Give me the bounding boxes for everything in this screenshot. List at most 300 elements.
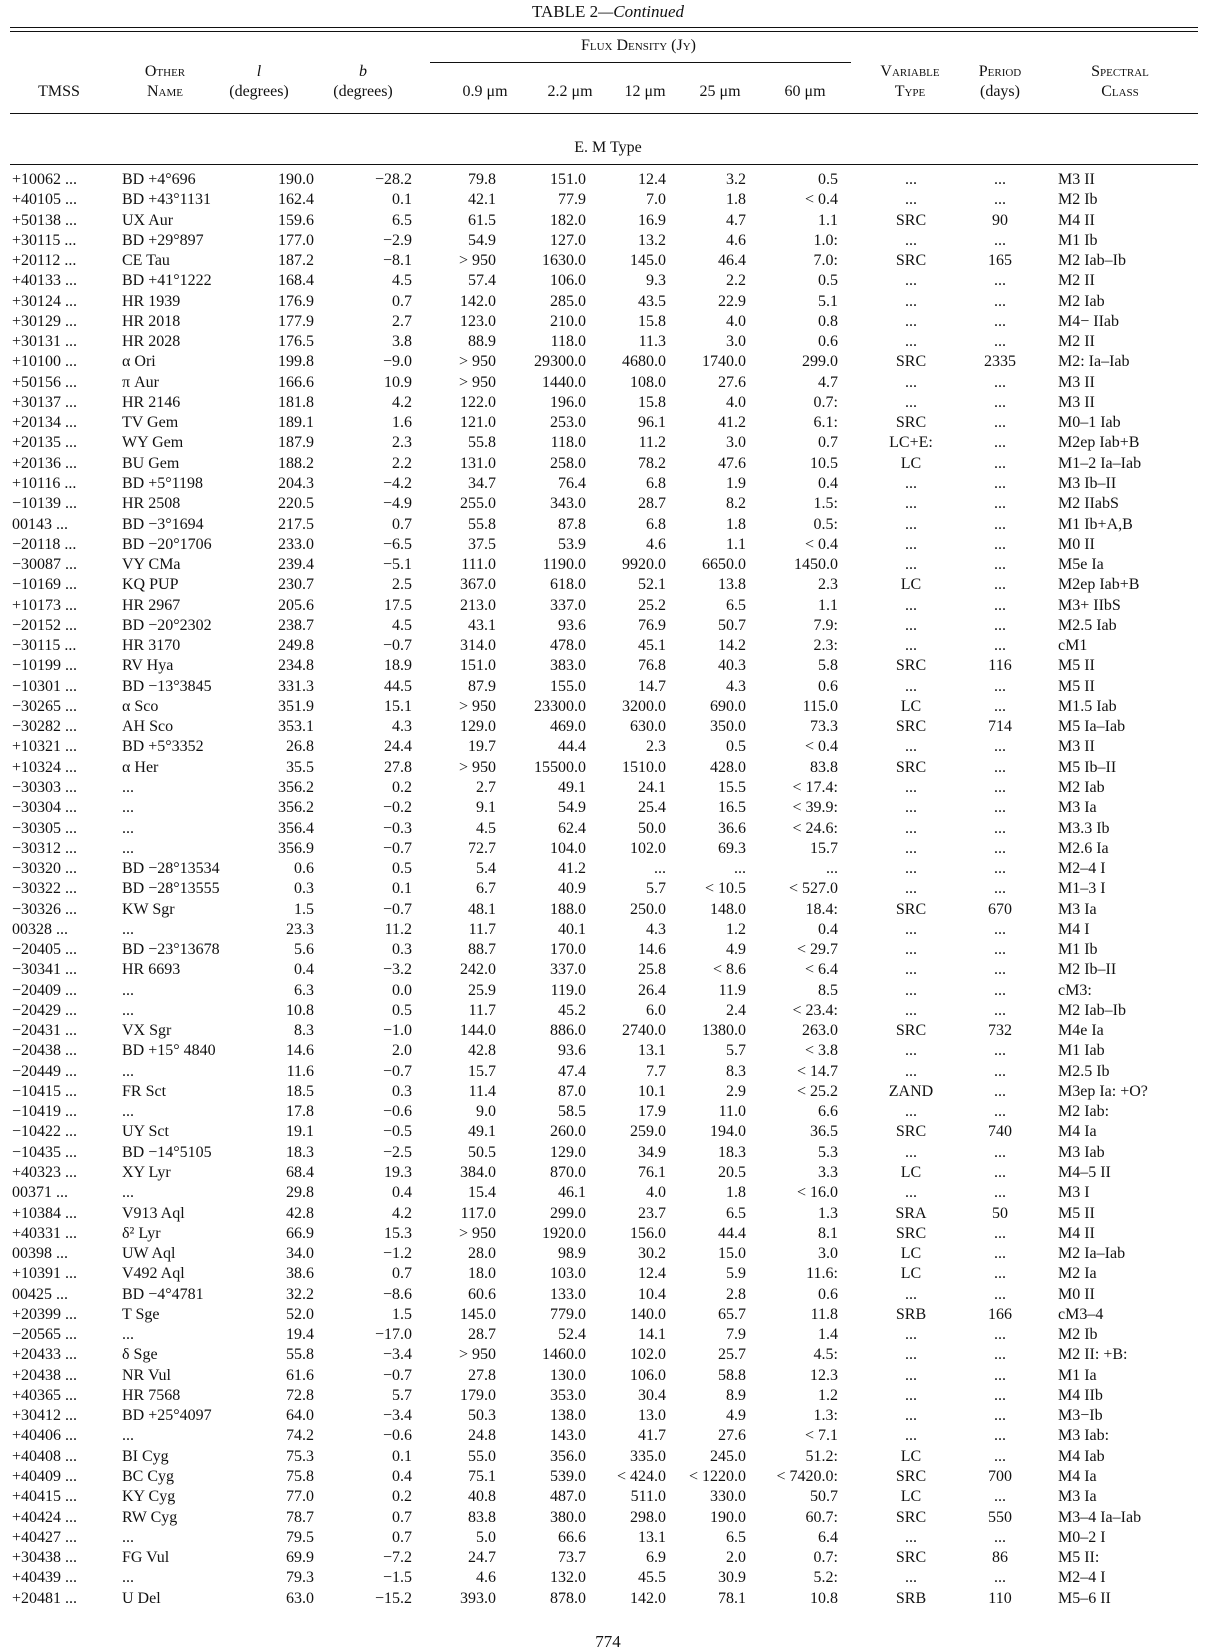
- spectral-class-cell: M5 II: [1058, 1204, 1095, 1222]
- l-cell: 356.4: [278, 819, 314, 837]
- flux-25-cell: 5.9: [726, 1265, 746, 1283]
- flux-12-cell: 17.9: [638, 1103, 666, 1121]
- flux-0-9-cell: 40.8: [468, 1488, 496, 1506]
- header-spectral-1: Spectral: [1091, 63, 1149, 80]
- tmss-cell: +20433 ...: [12, 1346, 78, 1364]
- l-cell: 10.8: [286, 1001, 314, 1019]
- spectral-class-cell: M4e Ia: [1058, 1022, 1104, 1040]
- table-row: [0, 981, 1216, 1001]
- l-cell: 66.9: [286, 1224, 314, 1242]
- spectral-class-cell: M4 II: [1058, 211, 1095, 229]
- flux-2-2-cell: 29300.0: [534, 353, 586, 371]
- flux-0-9-cell: 242.0: [460, 961, 496, 979]
- flux-12-cell: 156.0: [630, 1224, 666, 1242]
- b-cell: 0.2: [392, 778, 412, 796]
- other-name-cell: U Del: [122, 1589, 161, 1607]
- variable-type-cell: SRC: [895, 211, 927, 229]
- flux-60-cell: < 14.7: [796, 1062, 838, 1080]
- flux-2-2-cell: 44.4: [558, 738, 586, 756]
- flux-12-cell: 76.9: [638, 616, 666, 634]
- flux-25-cell: 2.2: [726, 272, 746, 290]
- other-name-cell: α Ori: [122, 353, 156, 371]
- flux-25-cell: 16.5: [718, 799, 746, 817]
- period-cell: ...: [994, 677, 1006, 695]
- flux-12-cell: 25.2: [638, 596, 666, 614]
- flux-0-9-cell: 48.1: [468, 900, 496, 918]
- spectral-class-cell: M3 Iab: [1058, 1143, 1105, 1161]
- l-cell: 52.0: [286, 1305, 314, 1323]
- flux-2-2-cell: 143.0: [550, 1427, 586, 1445]
- flux-12-cell: 5.7: [646, 880, 666, 898]
- spectral-class-cell: M3−Ib: [1058, 1407, 1103, 1425]
- flux-2-2-cell: 104.0: [550, 839, 586, 857]
- l-cell: 72.8: [286, 1386, 314, 1404]
- variable-type-cell: LC: [900, 697, 922, 715]
- flux-25-cell: 11.0: [718, 1103, 746, 1121]
- flux-25-cell: 0.5: [726, 738, 746, 756]
- period-cell: 700: [988, 1468, 1012, 1485]
- b-cell: 17.5: [384, 596, 412, 614]
- b-cell: −0.7: [382, 1366, 412, 1384]
- flux-12-cell: 25.4: [638, 799, 666, 817]
- period-cell: ...: [994, 515, 1006, 533]
- period-cell: ...: [994, 1285, 1006, 1303]
- flux-60-cell: 0.6: [818, 1285, 838, 1303]
- flux-2-2-cell: 487.0: [550, 1488, 586, 1506]
- header-flux-60: 60 μm: [784, 83, 826, 100]
- table-row: [0, 717, 1216, 737]
- flux-60-cell: 73.3: [810, 718, 838, 736]
- period-cell: 50: [992, 1204, 1008, 1222]
- period-cell: ...: [994, 880, 1006, 898]
- flux-25-cell: 5.7: [726, 1042, 746, 1060]
- b-cell: 4.3: [392, 718, 412, 736]
- l-cell: 353.1: [278, 718, 314, 736]
- flux-25-cell: 8.3: [726, 1062, 746, 1080]
- variable-type-cell: ZAND: [888, 1082, 934, 1100]
- b-cell: 27.8: [384, 758, 412, 776]
- flux-60-cell: 0.7: [818, 434, 838, 452]
- flux-2-2-cell: 151.0: [550, 171, 586, 188]
- other-name-cell: HR 2018: [122, 312, 181, 330]
- other-name-cell: BD +15° 4840: [122, 1042, 216, 1060]
- tmss-cell: +40408 ...: [12, 1447, 78, 1465]
- spectral-class-cell: M2 Ia: [1058, 1265, 1097, 1283]
- flux-0-9-cell: 11.7: [468, 920, 496, 938]
- variable-type-cell: SRC: [895, 252, 927, 270]
- l-cell: 18.3: [286, 1143, 314, 1161]
- l-cell: 69.9: [286, 1549, 314, 1567]
- b-cell: 15.3: [384, 1224, 412, 1242]
- flux-2-2-cell: 23300.0: [534, 697, 586, 715]
- b-cell: 5.7: [392, 1386, 412, 1404]
- period-cell: ...: [994, 738, 1006, 756]
- tmss-cell: +40331 ...: [12, 1224, 78, 1242]
- flux-25-cell: 4.9: [726, 941, 746, 959]
- period-cell: ...: [994, 920, 1006, 938]
- l-cell: 162.4: [278, 191, 314, 209]
- flux-0-9-cell: 34.7: [468, 474, 496, 492]
- l-cell: 0.4: [294, 961, 314, 979]
- flux-12-cell: 13.2: [638, 231, 666, 249]
- flux-0-9-cell: 15.4: [468, 1184, 496, 1202]
- flux-12-cell: 6.0: [646, 1001, 666, 1019]
- tmss-cell: −20405 ...: [12, 941, 78, 959]
- variable-type-cell: ...: [905, 1407, 917, 1425]
- flux-0-9-cell: 9.0: [476, 1103, 496, 1121]
- spectral-class-cell: M3 Ib–II: [1058, 474, 1117, 492]
- period-cell: ...: [994, 1488, 1006, 1506]
- l-cell: 8.3: [294, 1022, 314, 1040]
- spectral-class-cell: M3 II: [1058, 393, 1095, 411]
- tmss-cell: −30320 ...: [12, 860, 78, 878]
- flux-2-2-cell: 41.2: [558, 860, 586, 878]
- table-row: [0, 1285, 1216, 1305]
- flux-0-9-cell: 131.0: [460, 454, 496, 472]
- flux-2-2-cell: 93.6: [558, 1042, 586, 1060]
- other-name-cell: ...: [122, 1184, 134, 1202]
- spectral-class-cell: M2.5 Ib: [1058, 1062, 1110, 1080]
- flux-60-cell: 0.4: [818, 920, 838, 938]
- header-b-1: b: [359, 63, 367, 80]
- l-cell: 356.9: [278, 839, 314, 857]
- variable-type-cell: SRB: [895, 1305, 927, 1323]
- flux-60-cell: 0.6: [818, 677, 838, 695]
- flux-0-9-cell: 55.8: [468, 515, 496, 533]
- spectral-class-cell: M3.3 Ib: [1058, 819, 1110, 837]
- other-name-cell: VY CMa: [122, 556, 181, 574]
- spectral-class-cell: M4 II: [1058, 1224, 1095, 1242]
- l-cell: 61.6: [286, 1366, 314, 1384]
- variable-type-cell: LC: [900, 1488, 922, 1506]
- b-cell: 0.4: [392, 1468, 412, 1485]
- flux-0-9-cell: 2.7: [476, 778, 496, 796]
- flux-0-9-cell: 111.0: [461, 556, 496, 574]
- tmss-cell: −30087 ...: [12, 556, 78, 574]
- period-cell: ...: [994, 1366, 1006, 1384]
- table-title-main: TABLE 2: [531, 2, 599, 21]
- b-cell: −7.2: [382, 1549, 412, 1567]
- spectral-class-cell: M2 Iab–Ib: [1058, 1001, 1126, 1019]
- flux-25-cell: ...: [734, 860, 746, 878]
- flux-12-cell: 50.0: [638, 819, 666, 837]
- period-cell: ...: [994, 860, 1006, 878]
- flux-60-cell: 299.0: [802, 353, 838, 371]
- other-name-cell: HR 3170: [122, 637, 181, 655]
- flux-12-cell: 9.3: [646, 272, 666, 290]
- table-row: [0, 920, 1216, 940]
- spectral-class-cell: M4–5 II: [1058, 1164, 1111, 1182]
- flux-0-9-cell: 24.7: [468, 1549, 496, 1567]
- other-name-cell: α Sco: [122, 697, 159, 715]
- tmss-cell: −20449 ...: [12, 1062, 78, 1080]
- flux-2-2-cell: 87.0: [558, 1082, 586, 1100]
- tmss-cell: +50156 ...: [12, 373, 78, 391]
- period-cell: 165: [988, 252, 1012, 270]
- flux-0-9-cell: > 950: [458, 758, 496, 776]
- l-cell: 190.0: [278, 171, 314, 188]
- b-cell: 0.1: [392, 1447, 412, 1465]
- table-row: [0, 393, 1216, 413]
- b-cell: 2.3: [392, 434, 412, 452]
- flux-12-cell: 26.4: [638, 981, 666, 999]
- tmss-cell: +10173 ...: [12, 596, 78, 614]
- flux-25-cell: 27.6: [718, 1427, 746, 1445]
- variable-type-cell: SRA: [895, 1204, 927, 1222]
- table-row: [0, 1406, 1216, 1426]
- flux-60-cell: 0.8: [818, 312, 838, 330]
- flux-2-2-cell: 878.0: [550, 1589, 586, 1607]
- other-name-cell: HR 7568: [122, 1386, 181, 1404]
- variable-type-cell: ...: [905, 171, 917, 188]
- spectral-class-cell: M3ep Ia: +O?: [1058, 1082, 1148, 1100]
- header-b-2: (degrees): [333, 83, 393, 100]
- period-cell: ...: [994, 961, 1006, 979]
- l-cell: 29.8: [286, 1184, 314, 1202]
- spectral-class-cell: M3 II: [1058, 738, 1095, 756]
- flux-0-9-cell: 42.8: [468, 1042, 496, 1060]
- table-row: [0, 1183, 1216, 1203]
- variable-type-cell: ...: [905, 920, 917, 938]
- l-cell: 55.8: [286, 1346, 314, 1364]
- tmss-cell: −20429 ...: [12, 1001, 78, 1019]
- b-cell: 0.0: [392, 981, 412, 999]
- table-row: [0, 1224, 1216, 1244]
- tmss-cell: −30341 ...: [12, 961, 78, 979]
- flux-12-cell: 11.3: [638, 333, 666, 351]
- spectral-class-cell: M2 IIabS: [1058, 495, 1119, 513]
- tmss-cell: −30303 ...: [12, 778, 78, 796]
- table-body: [0, 170, 1216, 1609]
- variable-type-cell: SRC: [895, 1022, 927, 1040]
- flux-2-2-cell: 138.0: [550, 1407, 586, 1425]
- tmss-cell: +30115 ...: [12, 231, 77, 249]
- period-cell: ...: [994, 1082, 1006, 1100]
- spectral-class-cell: M3 Ia: [1058, 900, 1097, 918]
- flux-25-cell: 14.2: [718, 637, 746, 655]
- flux-25-cell: 4.6: [726, 231, 746, 249]
- variable-type-cell: SRC: [895, 900, 927, 918]
- tmss-cell: −20565 ...: [12, 1326, 78, 1344]
- spectral-class-cell: M5 Ib–II: [1058, 758, 1117, 776]
- flux-12-cell: 6.9: [646, 1549, 666, 1567]
- flux-12-cell: 16.9: [638, 211, 666, 229]
- spectral-class-cell: cM3:: [1058, 981, 1092, 999]
- spectral-class-cell: M0–1 Iab: [1058, 414, 1121, 432]
- flux-60-cell: 4.7: [818, 373, 838, 391]
- flux-60-cell: 1450.0: [794, 556, 838, 574]
- spectral-class-cell: M2 Iab: [1058, 778, 1105, 796]
- flux-density-header: Flux Density (Jy): [581, 37, 696, 54]
- table-title: [0, 2, 1216, 22]
- flux-12-cell: 298.0: [630, 1508, 666, 1526]
- other-name-cell: WY Gem: [122, 434, 184, 452]
- tmss-cell: −20438 ...: [12, 1042, 78, 1060]
- flux-0-9-cell: 11.4: [468, 1082, 496, 1100]
- other-name-cell: UY Sct: [122, 1123, 169, 1141]
- b-cell: 0.7: [392, 292, 412, 310]
- l-cell: 356.2: [278, 778, 314, 796]
- period-cell: ...: [994, 1001, 1006, 1019]
- variable-type-cell: ...: [905, 333, 917, 351]
- flux-25-cell: 6.5: [726, 1528, 746, 1546]
- flux-12-cell: 4680.0: [622, 353, 666, 371]
- tmss-cell: −30265 ...: [12, 697, 78, 715]
- tmss-cell: +30438 ...: [12, 1549, 78, 1567]
- flux-25-cell: 11.9: [718, 981, 746, 999]
- flux-60-cell: 0.5:: [813, 515, 838, 533]
- l-cell: 78.7: [286, 1508, 314, 1526]
- spectral-class-cell: M2 Ib–II: [1058, 961, 1117, 979]
- flux-2-2-cell: 118.0: [550, 333, 586, 351]
- other-name-cell: BU Gem: [122, 454, 180, 472]
- flux-25-cell: 2.9: [726, 1082, 746, 1100]
- variable-type-cell: ...: [905, 556, 917, 574]
- flux-60-cell: < 0.4: [804, 535, 838, 553]
- flux-2-2-cell: 337.0: [550, 961, 586, 979]
- flux-12-cell: 76.1: [638, 1164, 666, 1182]
- variable-type-cell: ...: [905, 515, 917, 533]
- flux-60-cell: 36.5: [810, 1123, 838, 1141]
- period-cell: ...: [994, 393, 1006, 411]
- table-row: [0, 1325, 1216, 1345]
- other-name-cell: VX Sgr: [122, 1022, 172, 1040]
- other-name-cell: RV Hya: [122, 657, 174, 675]
- flux-25-cell: 1.2: [726, 920, 746, 938]
- l-cell: 19.1: [286, 1123, 314, 1141]
- flux-60-cell: 5.8: [818, 657, 838, 675]
- page-number: 774: [595, 1632, 621, 1651]
- flux-2-2-cell: 40.1: [558, 920, 586, 938]
- period-cell: 110: [988, 1589, 1012, 1607]
- table-row: [0, 1467, 1216, 1487]
- other-name-cell: BD −4°4781: [122, 1285, 204, 1303]
- l-cell: 176.9: [278, 292, 314, 310]
- other-name-cell: V913 Aql: [122, 1204, 185, 1222]
- l-cell: 19.4: [286, 1326, 314, 1344]
- other-name-cell: KQ PUP: [122, 576, 179, 594]
- flux-12-cell: 106.0: [630, 1366, 666, 1384]
- variable-type-cell: ...: [905, 535, 917, 553]
- flux-2-2-cell: 1460.0: [542, 1346, 586, 1364]
- header-bottom-rule: [10, 113, 1198, 114]
- flux-0-9-cell: 57.4: [468, 272, 496, 290]
- flux-2-2-cell: 1630.0: [542, 252, 586, 270]
- table-row: [0, 940, 1216, 960]
- other-name-cell: BD −3°1694: [122, 515, 204, 533]
- period-cell: 740: [988, 1123, 1012, 1141]
- flux-12-cell: 140.0: [630, 1305, 666, 1323]
- tmss-cell: +10116 ...: [12, 474, 77, 492]
- flux-60-cell: 18.4:: [805, 900, 838, 918]
- l-cell: 74.2: [286, 1427, 314, 1445]
- l-cell: 35.5: [286, 758, 314, 776]
- header-flux-2-2: 2.2 μm: [547, 83, 593, 100]
- variable-type-cell: ...: [905, 474, 917, 492]
- other-name-cell: HR 2508: [122, 495, 181, 513]
- flux-60-cell: 6.6: [818, 1103, 838, 1121]
- tmss-cell: −20152 ...: [12, 616, 78, 634]
- flux-0-9-cell: > 950: [458, 353, 496, 371]
- tmss-cell: +10324 ...: [12, 758, 78, 776]
- table-row: [0, 900, 1216, 920]
- table-row: [0, 1345, 1216, 1365]
- l-cell: 220.5: [278, 495, 314, 513]
- header-period-1: Period: [978, 63, 1022, 80]
- flux-25-cell: 36.6: [718, 819, 746, 837]
- period-cell: ...: [994, 1103, 1006, 1121]
- flux-25-cell: 350.0: [710, 718, 746, 736]
- b-cell: 10.9: [384, 373, 412, 391]
- period-cell: ...: [994, 1427, 1006, 1445]
- flux-60-cell: 6.4: [818, 1528, 838, 1546]
- flux-12-cell: 1510.0: [622, 758, 666, 776]
- flux-25-cell: < 10.5: [704, 880, 746, 898]
- table-row: [0, 494, 1216, 514]
- flux-12-cell: 4.3: [646, 920, 666, 938]
- flux-2-2-cell: 1440.0: [542, 373, 586, 391]
- flux-2-2-cell: 73.7: [558, 1549, 586, 1567]
- spectral-class-cell: cM3–4: [1058, 1305, 1104, 1323]
- flux-0-9-cell: 314.0: [460, 637, 496, 655]
- flux-12-cell: 7.0: [646, 191, 666, 209]
- flux-25-cell: 4.9: [726, 1407, 746, 1425]
- period-cell: ...: [994, 495, 1006, 513]
- flux-25-cell: 1.8: [726, 1184, 746, 1202]
- table-row: [0, 1528, 1216, 1548]
- tmss-cell: 00371 ...: [12, 1184, 68, 1202]
- other-name-cell: BD +5°1198: [122, 474, 204, 492]
- table-row: [0, 292, 1216, 312]
- flux-0-9-cell: 75.1: [468, 1468, 496, 1485]
- l-cell: 32.2: [286, 1285, 314, 1303]
- flux-2-2-cell: 353.0: [550, 1386, 586, 1404]
- flux-12-cell: 28.7: [638, 495, 666, 513]
- b-cell: −4.9: [382, 495, 412, 513]
- flux-60-cell: 6.1:: [813, 414, 838, 432]
- period-cell: ...: [994, 171, 1006, 188]
- l-cell: 18.5: [286, 1082, 314, 1100]
- b-cell: −8.1: [382, 252, 412, 270]
- variable-type-cell: ...: [905, 292, 917, 310]
- flux-60-cell: < 17.4:: [792, 778, 838, 796]
- b-cell: 6.5: [392, 211, 412, 229]
- flux-25-cell: 7.9: [726, 1326, 746, 1344]
- flux-0-9-cell: 18.0: [468, 1265, 496, 1283]
- flux-25-cell: 4.3: [726, 677, 746, 695]
- period-cell: 732: [988, 1022, 1012, 1040]
- b-cell: 0.1: [392, 880, 412, 898]
- flux-12-cell: 259.0: [630, 1123, 666, 1141]
- flux-60-cell: 7.0:: [813, 252, 838, 270]
- flux-60-cell: < 7.1: [804, 1427, 838, 1445]
- table-row: [0, 839, 1216, 859]
- tmss-cell: +10100 ...: [12, 353, 78, 371]
- period-cell: 714: [988, 718, 1012, 736]
- other-name-cell: RW Cyg: [122, 1508, 178, 1526]
- b-cell: 1.6: [392, 414, 412, 432]
- flux-12-cell: 102.0: [630, 1346, 666, 1364]
- l-cell: 238.7: [278, 616, 314, 634]
- b-cell: −3.2: [382, 961, 412, 979]
- tmss-cell: +10391 ...: [12, 1265, 78, 1283]
- flux-0-9-cell: 50.3: [468, 1407, 496, 1425]
- flux-60-cell: 51.2:: [805, 1447, 838, 1465]
- flux-0-9-cell: 19.7: [468, 738, 496, 756]
- flux-0-9-cell: 4.6: [476, 1569, 496, 1587]
- other-name-cell: BD +4°696: [122, 171, 196, 188]
- tmss-cell: +30129 ...: [12, 312, 78, 330]
